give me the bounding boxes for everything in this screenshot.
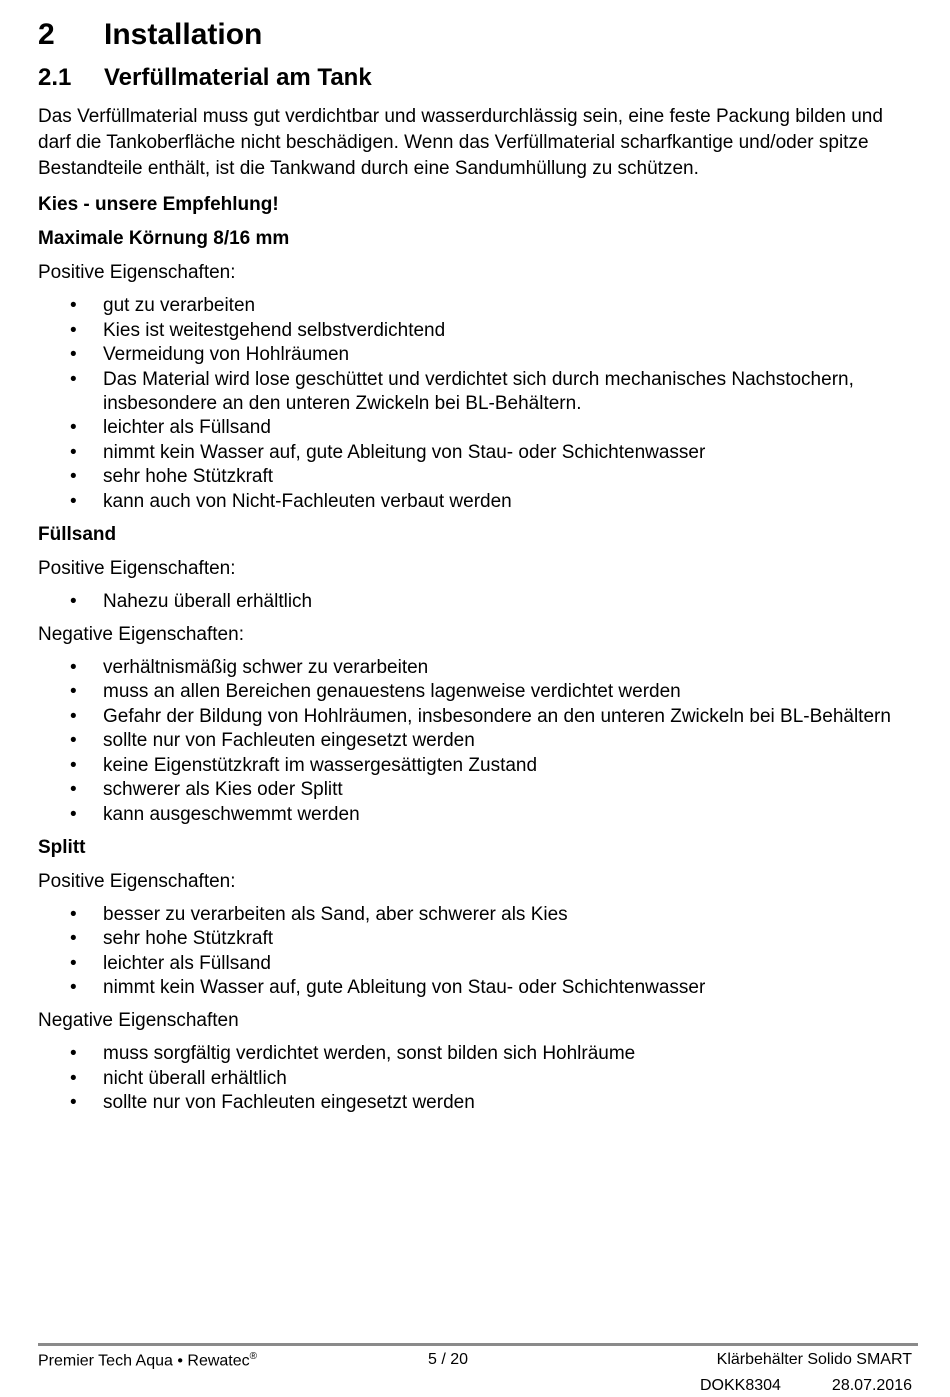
footer-doc-id: DOKK8304 <box>700 1377 781 1394</box>
list-item <box>38 952 918 976</box>
list-item <box>38 1042 918 1066</box>
list-item <box>38 680 918 704</box>
chapter-title: Installation <box>104 18 263 51</box>
list-item <box>38 441 918 465</box>
splitt-positive-list <box>38 903 918 1001</box>
list-item <box>38 294 918 318</box>
fuellsand-heading: Füllsand <box>38 523 117 545</box>
list-item <box>38 778 918 802</box>
bullet-icon: • <box>70 368 77 390</box>
kies-positive-list <box>38 294 918 514</box>
list-item <box>38 705 918 729</box>
bullet-icon: • <box>70 730 77 751</box>
footer-product-title: Klärbehälter Solido SMART <box>716 1351 912 1368</box>
footer-divider <box>38 1343 918 1346</box>
kies-positive-label: Positive Eigenschaften: <box>38 262 236 283</box>
document-body <box>38 104 918 1123</box>
bullet-icon: • <box>70 490 77 512</box>
list-item <box>38 1091 918 1115</box>
splitt-negative-label: Negative Eigenschaften <box>38 1010 239 1031</box>
list-item <box>38 656 918 680</box>
intro-paragraph: Das Verfüllmaterial muss gut verdichtbar und wasserdurchlässig sein, eine feste Packung bilden und darf die Tankoberfläche nicht beschädigen. Wenn das Verfüllmaterial scharfkantige und/oder spitze Bestandteile enthält, ist die Tankwand durch eine Sandumhüllung zu schützen. <box>38 106 883 179</box>
list-item-text: kann auch von Nicht-Fachleuten verbaut werden <box>103 490 512 512</box>
splitt-positive-label: Positive Eigenschaften: <box>38 870 236 892</box>
fuellsand-positive-list <box>38 590 918 614</box>
bullet-icon: • <box>70 952 77 974</box>
bullet-icon: • <box>70 590 77 612</box>
bullet-icon: • <box>70 681 77 702</box>
footer-date: 28.07.2016 <box>831 1377 912 1394</box>
list-item-text: Vermeidung von Hohlräumen <box>103 344 350 365</box>
section-number: 2.1 <box>38 64 72 91</box>
list-item <box>38 1067 918 1091</box>
list-item <box>38 490 918 514</box>
kies-heading: Kies - unsere Empfehlung! <box>38 194 279 215</box>
bullet-icon: • <box>70 754 77 776</box>
splitt-negative-list <box>38 1042 918 1115</box>
bullet-icon: • <box>70 705 77 727</box>
bullet-icon: • <box>70 466 77 487</box>
list-item <box>38 343 918 367</box>
list-item-text: schwerer als Kies oder Splitt <box>103 779 343 800</box>
bullet-icon: • <box>70 928 77 949</box>
bullet-icon: • <box>70 779 77 800</box>
registered-mark: ® <box>249 1351 258 1362</box>
fuellsand-positive-label: Positive Eigenschaften: <box>38 557 236 579</box>
list-item-text: besser zu verarbeiten als Sand, aber schwerer als Kies <box>103 903 568 925</box>
list-item-text: sehr hohe Stützkraft <box>103 466 274 487</box>
bullet-icon: • <box>70 977 77 998</box>
bullet-icon: • <box>70 903 77 925</box>
list-item-text: Das Material wird lose geschüttet und verdichtet sich durch mechanisches Nachstochern, insbesondere an den unteren Zwickeln bei BL-Behältern. <box>103 368 854 414</box>
list-item-text: Nahezu überall erhältlich <box>103 590 313 612</box>
list-item-text: nimmt kein Wasser auf, gute Ableitung von Stau- oder Schichtenwasser <box>103 977 706 998</box>
fuellsand-negative-list <box>38 656 918 827</box>
list-item <box>38 976 918 1000</box>
bullet-icon: • <box>70 1043 77 1064</box>
bullet-icon: • <box>70 656 77 678</box>
list-item-text: Kies ist weitestgehend selbstverdichtend <box>103 319 446 341</box>
list-item-text: muss an allen Bereichen genauestens lagenweise verdichtet werden <box>103 681 681 702</box>
list-item <box>38 590 918 614</box>
section-title: Verfüllmaterial am Tank <box>104 64 372 91</box>
list-item-text: muss sorgfältig verdichtet werden, sonst bilden sich Hohlräume <box>103 1043 636 1064</box>
splitt-heading: Splitt <box>38 836 86 858</box>
list-item-text: gut zu verarbeiten <box>103 295 256 316</box>
bullet-icon: • <box>70 344 77 365</box>
list-item-text: nicht überall erhältlich <box>103 1067 287 1089</box>
list-item-text: verhältnismäßig schwer zu verarbeiten <box>103 656 429 678</box>
list-item <box>38 368 918 416</box>
list-item <box>38 416 918 440</box>
list-item-text: kann ausgeschwemmt werden <box>103 803 360 825</box>
list-item-text: sollte nur von Fachleuten eingesetzt werden <box>103 730 475 751</box>
bullet-icon: • <box>70 319 77 341</box>
bullet-icon: • <box>70 417 77 438</box>
bullet-icon: • <box>70 1092 77 1113</box>
chapter-number: 2 <box>38 18 55 51</box>
section-heading <box>38 64 372 92</box>
list-item <box>38 465 918 489</box>
list-item-text: leichter als Füllsand <box>103 417 271 438</box>
bullet-icon: • <box>70 441 77 463</box>
list-item <box>38 903 918 927</box>
fuellsand-negative-label: Negative Eigenschaften: <box>38 623 244 645</box>
list-item-text: sehr hohe Stützkraft <box>103 928 274 949</box>
kies-subheading: Maximale Körnung 8/16 mm <box>38 228 290 249</box>
list-item-text: nimmt kein Wasser auf, gute Ableitung von Stau- oder Schichtenwasser <box>103 441 706 463</box>
list-item <box>38 729 918 753</box>
bullet-icon: • <box>70 295 77 316</box>
list-item-text: Gefahr der Bildung von Hohlräumen, insbesondere an den unteren Zwickeln bei BL-Behältern <box>103 705 891 727</box>
footer-company <box>38 1351 257 1370</box>
list-item <box>38 319 918 343</box>
list-item <box>38 754 918 778</box>
bullet-icon: • <box>70 803 77 825</box>
list-item-text: leichter als Füllsand <box>103 952 271 974</box>
list-item <box>38 927 918 951</box>
list-item-text: sollte nur von Fachleuten eingesetzt werden <box>103 1092 475 1113</box>
footer-company-text: Premier Tech Aqua • Rewatec <box>38 1352 250 1370</box>
bullet-icon: • <box>70 1067 77 1089</box>
list-item <box>38 803 918 827</box>
chapter-heading <box>38 18 262 52</box>
footer-page-number: 5 / 20 <box>428 1351 469 1368</box>
list-item-text: keine Eigenstützkraft im wassergesättigten Zustand <box>103 754 538 776</box>
